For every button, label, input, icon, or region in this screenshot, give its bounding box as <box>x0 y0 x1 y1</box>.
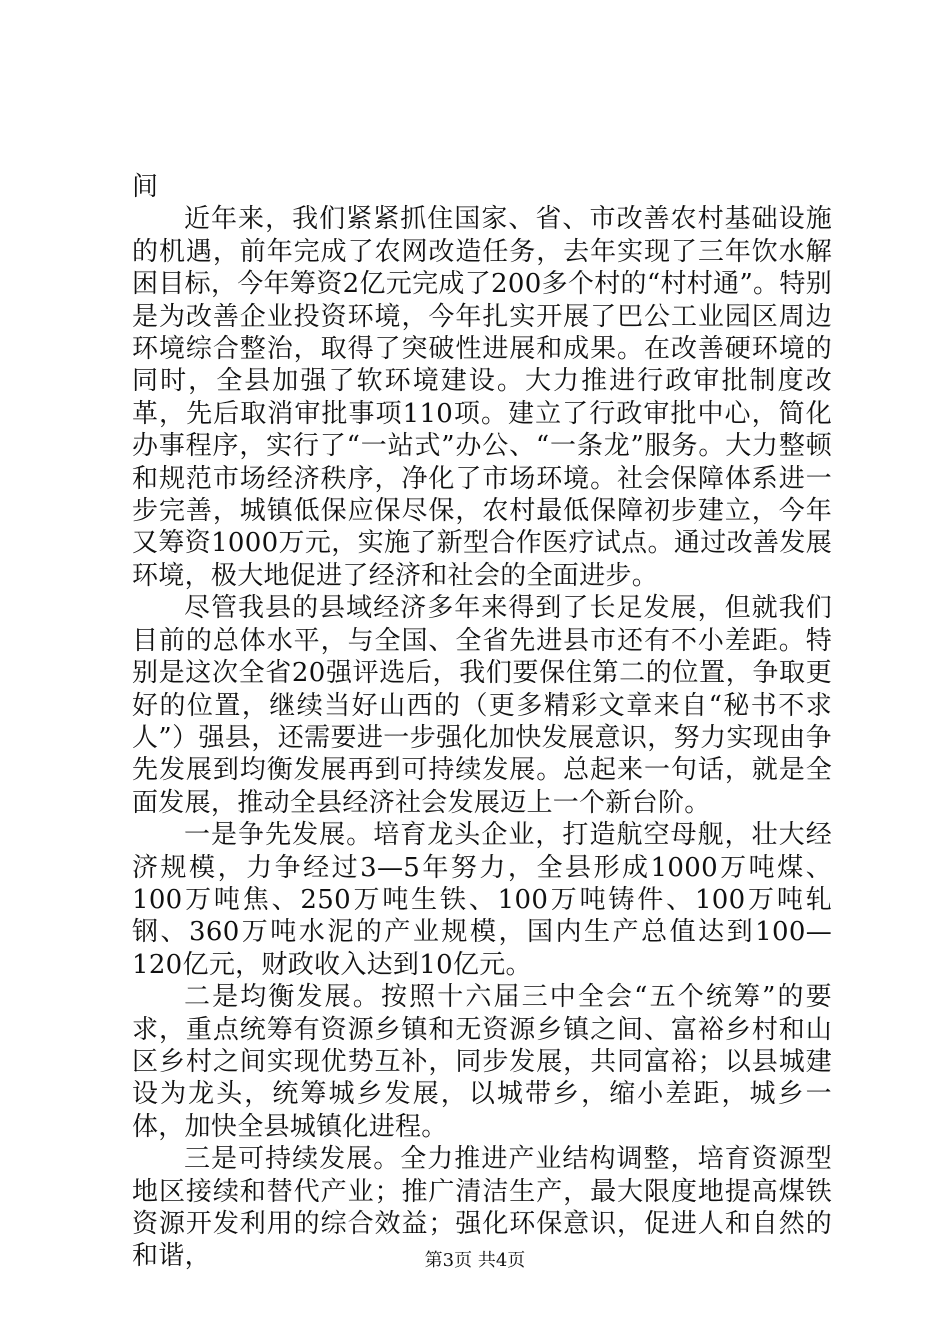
paragraph-first-point: 一是争先发展。培育龙头企业，打造航空母舰，壮大经济规模，力争经过3—5年努力，全县形成1000万吨煤、100万吨焦、250万吨生铁、100万吨铸件、100万吨轧钢、360万吨水泥的产业规模，国内生产总值达到100—120亿元，财政收入达到10亿元。 <box>132 820 832 980</box>
paragraph-continuation: 间 <box>132 172 159 202</box>
page-number-footer: 第3页 共4页 <box>424 1250 526 1271</box>
document-body <box>132 171 832 1273</box>
paragraph-infrastructure: 近年来，我们紧紧抓住国家、省、市改善农村基础设施的机遇，前年完成了农网改造任务，去年实现了三年饮水解困目标，今年筹资2亿元完成了200多个村的“村村通”。特别是为改善企业投资环境，今年扎实开展了巴公工业园区周边环境综合整治，取得了突破性进展和成果。在改善硬环境的同时，全县加强了软环境建设。大力推进行政审批制度改革，先后取消审批事项110项。建立了行政审批中心，简化办事程序，实行了“一站式”办公、“一条龙”服务。大力整顿和规范市场经济秩序，净化了市场环境。社会保障体系进一步完善，城镇低保应保尽保，农村最低保障初步建立，今年又筹资1000万元，实施了新型合作医疗试点。通过改善发展环境，极大地促进了经济和社会的全面进步。 <box>132 204 832 591</box>
paragraph-gap: 尽管我县的县域经济多年来得到了长足发展，但就我们目前的总体水平，与全国、全省先进县市还有不小差距。特别是这次全省20强评选后，我们要保住第二的位置，争取更好的位置，继续当好山西的（更多精彩文章来自“秘书不求人”）强县，还需要进一步强化加快发展意识，努力实现由争先发展到均衡发展再到可持续发展。总起来一句话，就是全面发展，推动全县经济社会发展迈上一个新台阶。 <box>132 593 832 818</box>
paragraph-second-point: 二是均衡发展。按照十六届三中全会“五个统筹”的要求，重点统筹有资源乡镇和无资源乡镇之间、富裕乡村和山区乡村之间实现优势互补，同步发展，共同富裕；以县城建设为龙头，统筹城乡发展，以城带乡，缩小差距，城乡一体，加快全县城镇化进程。 <box>132 982 832 1142</box>
paragraph-third-point: 三是可持续发展。全力推进产业结构调整，培育资源型地区接续和替代产业；推广清洁生产，最大限度地提高煤铁资源开发利用的综合效益；强化环保意识，促进人和自然的和谐， <box>132 1144 832 1272</box>
